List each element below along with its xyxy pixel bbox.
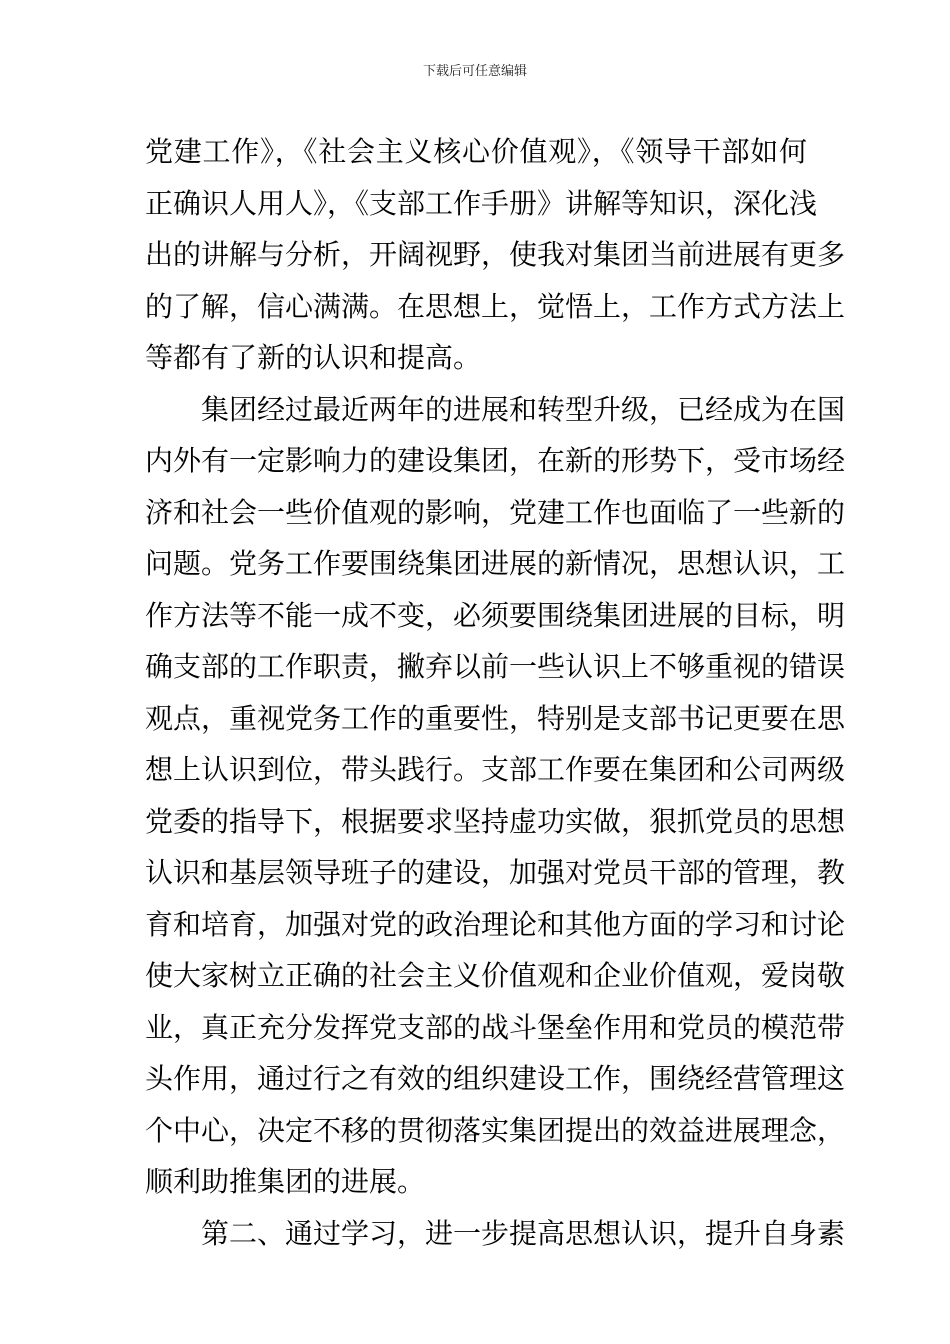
text-line: 使大家树立正确的社会主义价值观和企业价值观，爱岗敬 — [145, 959, 846, 992]
text-line: 济和社会一些价值观的影响，党建工作也面临了一些新的 — [145, 495, 846, 529]
text-line: 党委的指导下，根据要求坚持虚功实做，狠抓党员的思想 — [145, 804, 846, 838]
text-line: 第二、通过学习，进一步提高思想认识，提升自身素 — [145, 1216, 846, 1250]
text-line: 出的讲解与分析，开阔视野，使我对集团当前进展有更多 — [145, 238, 846, 271]
text-line: 观点，重视党务工作的重要性，特别是支部书记更要在思 — [145, 701, 846, 735]
text-line: 顺利助推集团的进展。 — [145, 1165, 426, 1198]
text-line: 的了解，信心满满。在思想上，觉悟上，工作方式方法上 — [145, 289, 846, 323]
text-line: 正确识人用人》，《支部工作手册》讲解等知识，深化浅 — [145, 186, 818, 220]
text-line: 认识和基层领导班子的建设，加强对党员干部的管理，教 — [145, 856, 846, 889]
text-line: 作方法等不能一成不变，必须要围绕集团进展的目标，明 — [145, 598, 846, 632]
text-line: 等都有了新的认识和提高。 — [145, 341, 482, 374]
text-line: 育和培育，加强对党的政治理论和其他方面的学习和讨论 — [145, 907, 846, 941]
document-body — [145, 126, 846, 1259]
text-line: 想上认识到位，带头践行。支部工作要在集团和公司两级 — [145, 753, 846, 786]
text-line: 问题。党务工作要围绕集团进展的新情况，思想认识，工 — [145, 547, 846, 580]
text-line: 个中心，决定不移的贯彻落实集团提出的效益进展理念， — [145, 1113, 846, 1147]
text-line: 头作用，通过行之有效的组织建设工作，围绕经营管理这 — [145, 1062, 846, 1095]
text-line: 确支部的工作职责，撇弃以前一些认识上不够重视的错误 — [145, 650, 846, 683]
text-line: 党建工作》，《社会主义核心价值观》，《领导干部如何 — [145, 135, 807, 168]
page-header-note: 下载后可任意编辑 — [422, 64, 527, 79]
text-line: 集团经过最近两年的进展和转型升级，已经成为在国 — [145, 392, 846, 426]
text-line: 业，真正充分发挥党支部的战斗堡垒作用和党员的模范带 — [145, 1010, 846, 1044]
text-line: 内外有一定影响力的建设集团，在新的形势下，受市场经 — [145, 444, 846, 477]
